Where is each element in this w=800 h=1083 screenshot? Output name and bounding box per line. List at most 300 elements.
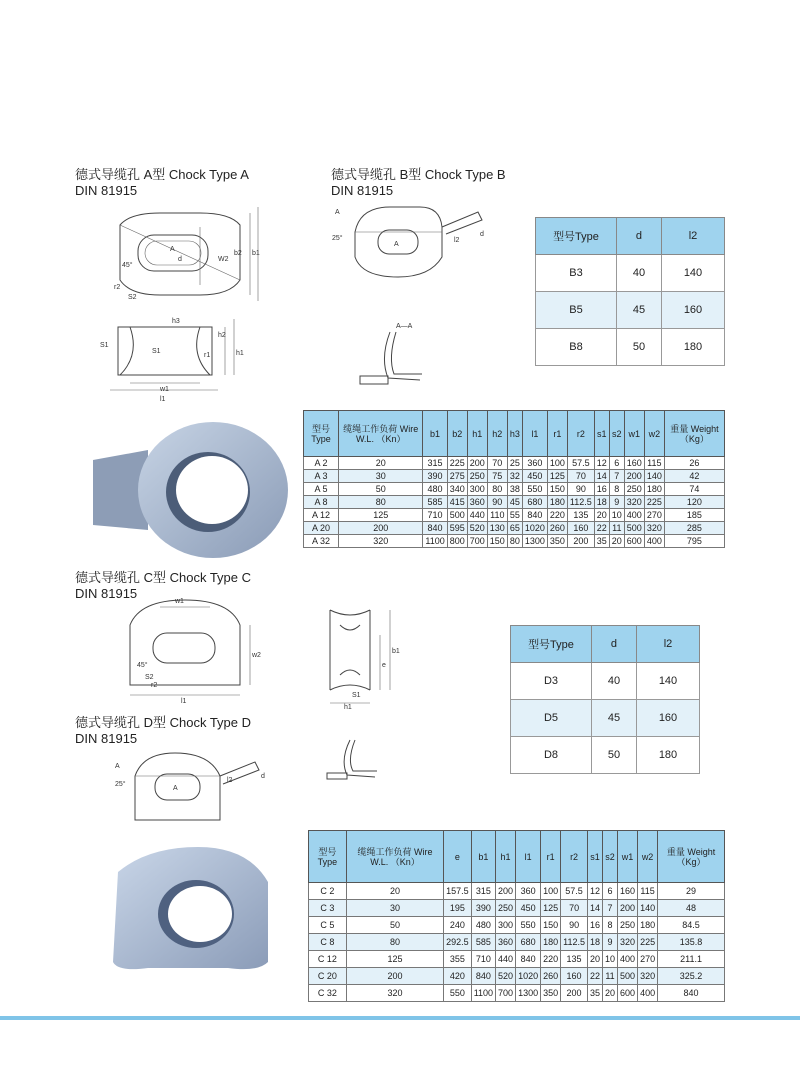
section-d-title	[75, 715, 251, 747]
table-cell: C 5	[309, 917, 347, 934]
table-cell: 12	[588, 883, 603, 900]
table-cell: 8	[603, 917, 618, 934]
table-cell: 1100	[423, 535, 447, 548]
table-cell: 320	[339, 535, 423, 548]
table-cell: 180	[638, 917, 658, 934]
table-cell: 300	[467, 483, 487, 496]
table-header: w2	[644, 411, 664, 457]
table-cell: 9	[609, 496, 624, 509]
table-header: 型号 Type	[309, 831, 347, 883]
table-cell: 260	[547, 522, 567, 535]
table-cell: 840	[471, 968, 495, 985]
table-cell: A 20	[304, 522, 339, 535]
chock-a-photo	[88, 420, 288, 560]
table-cell: 360	[467, 496, 487, 509]
table-cell: 12	[594, 457, 609, 470]
table-cell: 6	[609, 457, 624, 470]
table-cell: 355	[444, 951, 472, 968]
table-cell: 20	[603, 985, 618, 1002]
table-header: w1	[618, 831, 638, 883]
table-cell: 200	[618, 900, 638, 917]
table-cell: 140	[644, 470, 664, 483]
label-l1: l1	[160, 396, 166, 403]
table-row	[511, 663, 700, 700]
table-cell: C 20	[309, 968, 347, 985]
label-c-r2: r2	[151, 682, 158, 689]
table-cell: 440	[467, 509, 487, 522]
chock-a-side-drawing	[100, 315, 250, 405]
table-cell: 195	[444, 900, 472, 917]
label-d: d	[178, 256, 182, 263]
table-header: 缆绳工作负荷 Wire W.L. （Kn）	[339, 411, 423, 457]
table-cell: 840	[522, 509, 547, 522]
table-cell: 480	[471, 917, 495, 934]
table-cell: 11	[603, 968, 618, 985]
table-cell: 20	[594, 509, 609, 522]
table-cell: C 8	[309, 934, 347, 951]
table-cell: 110	[487, 509, 507, 522]
table-cell: A 2	[304, 457, 339, 470]
chock-d-top-drawing	[115, 748, 275, 828]
table-cell: 55	[507, 509, 522, 522]
table-cell: 80	[339, 496, 423, 509]
table-cell: 18	[588, 934, 603, 951]
table-cell: 50	[339, 483, 423, 496]
table-cell: 65	[507, 522, 522, 535]
table-cell: 225	[447, 457, 467, 470]
table-cell: 125	[339, 509, 423, 522]
label-b1: b1	[252, 250, 260, 257]
table-header: 重量 Weight （Kg）	[664, 411, 724, 457]
table-cell: 320	[618, 934, 638, 951]
table-d-header: d	[592, 626, 637, 663]
label-c-45deg: 45°	[137, 662, 148, 669]
table-header: s2	[609, 411, 624, 457]
table-cell: 70	[561, 900, 588, 917]
table-b-header: 型号Type	[536, 218, 617, 255]
table-header: w1	[624, 411, 644, 457]
table-cell: 200	[561, 985, 588, 1002]
table-header: h1	[496, 831, 516, 883]
table-cell: 180	[644, 483, 664, 496]
table-cell: 14	[594, 470, 609, 483]
table-cell: 10	[603, 951, 618, 968]
table-cell: 135	[567, 509, 594, 522]
section-a-title-line2: DIN 81915	[75, 183, 138, 198]
table-cell: 340	[447, 483, 467, 496]
table-cell: 710	[471, 951, 495, 968]
table-header: l1	[516, 831, 541, 883]
table-cell: 400	[638, 985, 658, 1002]
table-cell: 6	[603, 883, 618, 900]
table-cell: 150	[487, 535, 507, 548]
table-header: 型号 Type	[304, 411, 339, 457]
chock-c-side-drawing	[320, 605, 410, 710]
table-row	[536, 255, 725, 292]
table-cell: 90	[487, 496, 507, 509]
table-cell: C 12	[309, 951, 347, 968]
table-header: 重量 Weight （Kg）	[658, 831, 725, 883]
table-cell: 80	[487, 483, 507, 496]
table-cell: 7	[609, 470, 624, 483]
table-header: h3	[507, 411, 522, 457]
chock-b-section-drawing	[350, 318, 440, 393]
table-cell: 160	[624, 457, 644, 470]
table-cell: 50	[617, 329, 662, 366]
table-header: e	[444, 831, 472, 883]
label-r1: r1	[204, 352, 211, 359]
table-cell: 10	[609, 509, 624, 522]
table-cell: 135.8	[658, 934, 725, 951]
table-b-header: l2	[661, 218, 724, 255]
label-c-b1: b1	[392, 648, 400, 655]
table-cell: 115	[644, 457, 664, 470]
table-cell: 275	[447, 470, 467, 483]
table-cell: 710	[423, 509, 447, 522]
table-cell: 595	[447, 522, 467, 535]
table-cell: 1020	[522, 522, 547, 535]
section-d-title-line1: 德式导缆孔 D型 Chock Type D	[75, 715, 252, 730]
table-cell: 550	[444, 985, 472, 1002]
label-b-l2: l2	[454, 237, 460, 244]
table-cell: 250	[467, 470, 487, 483]
label-c-l1: l1	[181, 698, 187, 705]
table-cell: 26	[664, 457, 724, 470]
table-cell: 325.2	[658, 968, 725, 985]
table-row	[309, 934, 725, 951]
table-row	[309, 985, 725, 1002]
table-cell: 550	[522, 483, 547, 496]
table-header: s1	[594, 411, 609, 457]
label-d-a2: A	[173, 785, 178, 792]
table-cell: 795	[664, 535, 724, 548]
table-cell: 120	[664, 496, 724, 509]
label-b-25deg: 25°	[332, 235, 343, 242]
label-b-aa: A—A	[396, 323, 413, 330]
table-cell: 320	[638, 968, 658, 985]
table-a	[303, 410, 725, 548]
table-cell: 160	[567, 522, 594, 535]
table-header: w2	[638, 831, 658, 883]
table-cell: 200	[624, 470, 644, 483]
table-cell: 80	[346, 934, 443, 951]
table-cell: 400	[618, 951, 638, 968]
table-cell: 250	[624, 483, 644, 496]
table-cell: 270	[638, 951, 658, 968]
table-cell: 200	[567, 535, 594, 548]
table-cell: 84.5	[658, 917, 725, 934]
label-c-s1: S1	[352, 692, 361, 699]
table-row	[309, 917, 725, 934]
table-cell: 680	[516, 934, 541, 951]
table-cell: 350	[547, 535, 567, 548]
table-row	[304, 522, 725, 535]
table-d	[510, 625, 700, 774]
table-cell: 29	[658, 883, 725, 900]
table-cell: 57.5	[567, 457, 594, 470]
table-cell: 500	[618, 968, 638, 985]
table-cell: 225	[644, 496, 664, 509]
table-cell: 100	[541, 883, 561, 900]
table-cell: 1300	[522, 535, 547, 548]
table-cell: D3	[511, 663, 592, 700]
label-r2: r2	[114, 284, 121, 291]
table-cell: 840	[658, 985, 725, 1002]
table-cell: A 3	[304, 470, 339, 483]
table-cell: 20	[609, 535, 624, 548]
table-cell: 390	[471, 900, 495, 917]
table-cell: 45	[617, 292, 662, 329]
table-cell: 140	[636, 663, 699, 700]
table-cell: C 2	[309, 883, 347, 900]
table-cell: 45	[592, 700, 637, 737]
table-cell: 350	[541, 985, 561, 1002]
label-c-s2: S2	[145, 674, 154, 681]
table-cell: 160	[561, 968, 588, 985]
table-cell: 500	[447, 509, 467, 522]
label-d-d: d	[261, 773, 265, 780]
table-cell: 90	[561, 917, 588, 934]
table-cell: 11	[609, 522, 624, 535]
table-cell: 180	[661, 329, 724, 366]
table-cell: 1100	[471, 985, 495, 1002]
table-cell: 600	[624, 535, 644, 548]
table-cell: A 12	[304, 509, 339, 522]
table-cell: 840	[423, 522, 447, 535]
table-cell: 42	[664, 470, 724, 483]
section-d-title-line2: DIN 81915	[75, 731, 138, 746]
table-cell: 270	[644, 509, 664, 522]
table-cell: 520	[467, 522, 487, 535]
table-row	[309, 951, 725, 968]
table-cell: 420	[444, 968, 472, 985]
table-cell: 700	[496, 985, 516, 1002]
table-cell: 180	[541, 934, 561, 951]
table-cell: 125	[547, 470, 567, 483]
table-cell: 130	[487, 522, 507, 535]
table-cell: 320	[346, 985, 443, 1002]
label-s2: S2	[128, 294, 137, 301]
section-b-title-line1: 德式导缆孔 B型 Chock Type B	[331, 167, 506, 182]
table-cell: 150	[547, 483, 567, 496]
table-cell: 90	[567, 483, 594, 496]
label-d-25deg: 25°	[115, 781, 126, 788]
table-cell: 1300	[516, 985, 541, 1002]
table-cell: 180	[547, 496, 567, 509]
label-w2: W2	[218, 256, 229, 263]
table-cell: 240	[444, 917, 472, 934]
table-cell: 315	[423, 457, 447, 470]
table-cell: 320	[644, 522, 664, 535]
table-cell: 9	[603, 934, 618, 951]
table-c	[308, 830, 725, 1002]
label-b-a2: A	[394, 241, 399, 248]
table-cell: A 5	[304, 483, 339, 496]
footer-divider	[0, 1016, 800, 1020]
table-row	[304, 535, 725, 548]
table-row	[511, 737, 700, 774]
table-cell: 30	[346, 900, 443, 917]
label-h1: h1	[236, 350, 244, 357]
table-cell: 20	[339, 457, 423, 470]
table-cell: 160	[618, 883, 638, 900]
table-cell: 600	[618, 985, 638, 1002]
table-cell: 25	[507, 457, 522, 470]
table-d-header: 型号Type	[511, 626, 592, 663]
table-cell: 585	[423, 496, 447, 509]
table-cell: 160	[661, 292, 724, 329]
table-b-header: d	[617, 218, 662, 255]
table-row	[304, 470, 725, 483]
table-cell: 157.5	[444, 883, 472, 900]
table-cell: 285	[664, 522, 724, 535]
table-cell: 20	[588, 951, 603, 968]
table-cell: 200	[467, 457, 487, 470]
table-header: r2	[561, 831, 588, 883]
table-header: b2	[447, 411, 467, 457]
table-cell: 500	[624, 522, 644, 535]
label-45deg: 45°	[122, 262, 133, 269]
table-cell: 20	[346, 883, 443, 900]
table-header: h2	[487, 411, 507, 457]
table-cell: 57.5	[561, 883, 588, 900]
table-cell: 390	[423, 470, 447, 483]
label-w1: w1	[160, 386, 169, 393]
table-cell: 220	[541, 951, 561, 968]
table-cell: B8	[536, 329, 617, 366]
table-cell: 450	[522, 470, 547, 483]
table-row	[304, 509, 725, 522]
table-cell: 200	[346, 968, 443, 985]
table-cell: A 32	[304, 535, 339, 548]
table-cell: 550	[516, 917, 541, 934]
table-header: b1	[423, 411, 447, 457]
table-cell: 250	[618, 917, 638, 934]
section-c-title-line1: 德式导缆孔 C型 Chock Type C	[75, 570, 252, 585]
table-cell: 45	[507, 496, 522, 509]
table-row	[536, 329, 725, 366]
table-header: h1	[467, 411, 487, 457]
table-cell: 520	[496, 968, 516, 985]
table-cell: 16	[594, 483, 609, 496]
table-header: r2	[567, 411, 594, 457]
table-cell: 360	[496, 934, 516, 951]
table-cell: 440	[496, 951, 516, 968]
table-cell: 250	[496, 900, 516, 917]
table-cell: 211.1	[658, 951, 725, 968]
table-row	[304, 483, 725, 496]
table-cell: 315	[471, 883, 495, 900]
table-header: r1	[541, 831, 561, 883]
table-cell: 160	[636, 700, 699, 737]
table-cell: 1020	[516, 968, 541, 985]
table-cell: 260	[541, 968, 561, 985]
table-cell: 22	[588, 968, 603, 985]
table-header: s1	[588, 831, 603, 883]
table-cell: 30	[339, 470, 423, 483]
label-b2: b2	[234, 250, 242, 257]
table-cell: 185	[664, 509, 724, 522]
table-cell: 75	[487, 470, 507, 483]
table-cell: 320	[624, 496, 644, 509]
table-cell: C 32	[309, 985, 347, 1002]
section-c-title-line2: DIN 81915	[75, 586, 138, 601]
table-cell: 292.5	[444, 934, 472, 951]
table-cell: 300	[496, 917, 516, 934]
table-cell: D8	[511, 737, 592, 774]
table-cell: 35	[588, 985, 603, 1002]
table-cell: D5	[511, 700, 592, 737]
table-cell: A 8	[304, 496, 339, 509]
table-cell: 50	[592, 737, 637, 774]
label-s1-mid: S1	[152, 348, 161, 355]
table-row	[304, 496, 725, 509]
table-cell: 200	[339, 522, 423, 535]
table-cell: 140	[661, 255, 724, 292]
label-d-l2: l2	[227, 777, 233, 784]
label-h3: h3	[172, 318, 180, 325]
label-c-w1: w1	[175, 598, 184, 605]
table-d-header: l2	[636, 626, 699, 663]
table-cell: 700	[467, 535, 487, 548]
section-b-title	[331, 167, 506, 199]
table-cell: 18	[594, 496, 609, 509]
table-cell: 360	[522, 457, 547, 470]
table-cell: 8	[609, 483, 624, 496]
label-c-w2: w2	[252, 652, 261, 659]
table-cell: 135	[561, 951, 588, 968]
table-cell: 450	[516, 900, 541, 917]
table-cell: 800	[447, 535, 467, 548]
table-cell: 220	[547, 509, 567, 522]
table-cell: 70	[567, 470, 594, 483]
table-row	[304, 457, 725, 470]
table-cell: 74	[664, 483, 724, 496]
table-cell: 360	[516, 883, 541, 900]
table-cell: 50	[346, 917, 443, 934]
section-b-title-line2: DIN 81915	[331, 183, 394, 198]
table-header: 缆绳工作负荷 Wire W.L. （Kn）	[346, 831, 443, 883]
table-cell: 125	[346, 951, 443, 968]
table-cell: 16	[588, 917, 603, 934]
table-cell: C 3	[309, 900, 347, 917]
table-header: r1	[547, 411, 567, 457]
table-row	[309, 883, 725, 900]
table-header: b1	[471, 831, 495, 883]
table-cell: 115	[638, 883, 658, 900]
table-row	[309, 968, 725, 985]
label-c-h1: h1	[344, 704, 352, 711]
chock-a-top-drawing	[100, 205, 265, 305]
label-d-a1: A	[115, 763, 120, 770]
table-cell: B3	[536, 255, 617, 292]
label-h2: h2	[218, 332, 226, 339]
table-cell: 225	[638, 934, 658, 951]
table-cell: 840	[516, 951, 541, 968]
table-cell: 200	[496, 883, 516, 900]
table-cell: 180	[636, 737, 699, 774]
table-row	[309, 900, 725, 917]
table-cell: 112.5	[567, 496, 594, 509]
table-cell: 32	[507, 470, 522, 483]
table-cell: 125	[541, 900, 561, 917]
table-header: l1	[522, 411, 547, 457]
label-b-a1: A	[335, 209, 340, 216]
table-cell: 100	[547, 457, 567, 470]
table-row	[511, 700, 700, 737]
table-cell: 680	[522, 496, 547, 509]
label-a: A	[170, 246, 175, 253]
